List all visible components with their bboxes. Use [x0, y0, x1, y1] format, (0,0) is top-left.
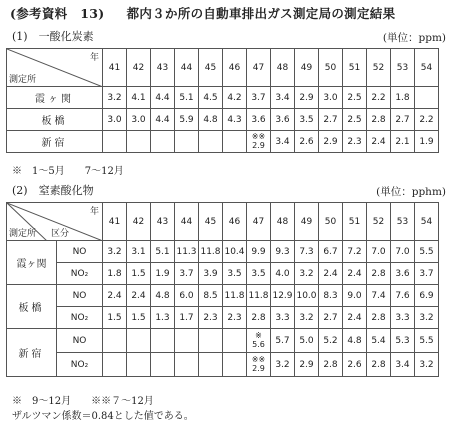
section2-heading: (2) 窒素酸化物 — [12, 184, 94, 197]
data-cell — [223, 131, 247, 153]
data-cell: 2.7 — [391, 109, 415, 131]
pollutant-label: NO₂ — [57, 307, 103, 329]
data-cell: 5.1 — [175, 87, 199, 109]
data-cell — [199, 353, 223, 377]
year-header: 54 — [415, 203, 439, 241]
data-cell — [199, 329, 223, 353]
year-header: 46 — [223, 49, 247, 87]
corner-year-label: 年 — [89, 207, 99, 217]
station-name: 新宿 — [7, 131, 103, 153]
data-cell — [103, 329, 127, 353]
data-cell — [127, 329, 151, 353]
table-row — [7, 307, 439, 329]
data-cell: 2.6 — [295, 131, 319, 153]
data-cell: 5.1 — [151, 241, 175, 263]
data-cell: 2.7 — [319, 109, 343, 131]
data-cell — [199, 131, 223, 153]
table-row — [7, 263, 439, 285]
corner-year-label: 年 — [89, 53, 99, 63]
data-cell — [223, 329, 247, 353]
data-cell: 3.1 — [127, 241, 151, 263]
table-row — [7, 353, 439, 377]
year-header: 53 — [391, 203, 415, 241]
data-cell: 2.8 — [319, 353, 343, 377]
data-cell: 3.4 — [391, 353, 415, 377]
data-cell: 5.3 — [391, 329, 415, 353]
data-cell: 2.9 — [319, 131, 343, 153]
pollutant-label: NO₂ — [57, 353, 103, 377]
station-name: 板橋 — [7, 285, 57, 329]
data-cell: 3.2 — [295, 307, 319, 329]
data-cell: 3.9 — [199, 263, 223, 285]
note-mark: ※ — [255, 331, 262, 340]
data-cell: 1.5 — [127, 307, 151, 329]
data-cell: 2.6 — [343, 353, 367, 377]
data-cell: 1.8 — [103, 263, 127, 285]
reference-number: (参考資料 13) — [10, 6, 105, 21]
data-cell: 4.8 — [199, 109, 223, 131]
year-header: 41 — [103, 49, 127, 87]
year-header: 53 — [391, 49, 415, 87]
data-cell: 3.2 — [271, 353, 295, 377]
data-cell: 5.2 — [319, 329, 343, 353]
data-cell: 3.7 — [247, 87, 271, 109]
data-cell: 3.4 — [271, 131, 295, 153]
year-header: 42 — [127, 203, 151, 241]
data-cell — [175, 131, 199, 153]
data-cell: 1.9 — [415, 131, 439, 153]
section1-note: ※ 1～5月 7～12月 — [12, 166, 124, 177]
table-row — [7, 131, 439, 153]
year-header: 45 — [199, 49, 223, 87]
data-cell: 4.3 — [223, 109, 247, 131]
data-cell: 9.9 — [247, 241, 271, 263]
data-cell: 3.2 — [295, 263, 319, 285]
co-header-row — [7, 49, 439, 87]
table-row — [7, 241, 439, 263]
pollutant-label: NO — [57, 241, 103, 263]
data-cell: 2.4 — [127, 285, 151, 307]
data-cell: 4.4 — [151, 87, 175, 109]
data-cell: 5.0 — [295, 329, 319, 353]
data-cell: 1.9 — [151, 263, 175, 285]
year-header: 48 — [271, 203, 295, 241]
data-cell: 11.8 — [247, 285, 271, 307]
table-row — [7, 285, 439, 307]
year-header: 43 — [151, 203, 175, 241]
year-header: 51 — [343, 49, 367, 87]
data-cell: 4.8 — [151, 285, 175, 307]
year-header: 42 — [127, 49, 151, 87]
marked-data-cell — [247, 131, 271, 153]
data-cell: 3.3 — [271, 307, 295, 329]
data-cell: 2.2 — [415, 109, 439, 131]
data-cell: 3.7 — [175, 263, 199, 285]
data-cell — [151, 131, 175, 153]
nox-header-row — [7, 203, 439, 241]
data-cell: 2.4 — [343, 307, 367, 329]
data-cell: 3.6 — [247, 109, 271, 131]
data-cell: 3.5 — [247, 263, 271, 285]
data-cell: 2.4 — [319, 263, 343, 285]
data-cell: 2.8 — [367, 353, 391, 377]
year-header: 50 — [319, 203, 343, 241]
year-header: 50 — [319, 49, 343, 87]
year-header: 47 — [247, 203, 271, 241]
data-cell — [103, 353, 127, 377]
data-cell: 3.3 — [391, 307, 415, 329]
data-cell: 2.7 — [319, 307, 343, 329]
table-row — [7, 329, 439, 353]
data-cell: 10.0 — [295, 285, 319, 307]
data-cell: 2.4 — [367, 131, 391, 153]
station-name: 霞ヶ関 — [7, 241, 57, 285]
data-cell: 7.0 — [391, 241, 415, 263]
section2-unit: (単位：pphm) — [376, 186, 446, 198]
year-header: 49 — [295, 203, 319, 241]
data-cell: 1.7 — [175, 307, 199, 329]
data-cell: 3.0 — [103, 109, 127, 131]
data-cell: 5.4 — [367, 329, 391, 353]
data-cell: 4.4 — [151, 109, 175, 131]
data-cell: 2.3 — [223, 307, 247, 329]
data-cell: 2.9 — [295, 87, 319, 109]
data-cell: 6.9 — [415, 285, 439, 307]
data-cell: 2.4 — [103, 285, 127, 307]
data-cell: 4.8 — [343, 329, 367, 353]
pollutant-label: NO — [57, 285, 103, 307]
data-cell: 11.8 — [223, 285, 247, 307]
data-cell: 12.9 — [271, 285, 295, 307]
station-name: 霞ヶ関 — [7, 87, 103, 109]
data-cell: 3.5 — [223, 263, 247, 285]
data-cell — [127, 353, 151, 377]
data-cell: 7.6 — [391, 285, 415, 307]
data-cell — [175, 329, 199, 353]
year-header: 48 — [271, 49, 295, 87]
year-header: 44 — [175, 203, 199, 241]
data-cell: 3.2 — [415, 353, 439, 377]
corner-station-label: 測定所 — [9, 75, 37, 85]
data-cell — [151, 353, 175, 377]
data-cell: 5.9 — [175, 109, 199, 131]
data-cell: 2.4 — [343, 263, 367, 285]
data-cell: 3.0 — [127, 109, 151, 131]
year-header: 41 — [103, 203, 127, 241]
data-cell: 6.7 — [319, 241, 343, 263]
data-cell: 2.3 — [343, 131, 367, 153]
note-mark: ※※ — [251, 355, 266, 364]
data-cell: 11.3 — [175, 241, 199, 263]
data-cell: 5.5 — [415, 241, 439, 263]
data-cell — [103, 131, 127, 153]
data-cell: 7.2 — [343, 241, 367, 263]
data-cell: 1.8 — [391, 87, 415, 109]
corner-category-label: 区分 — [51, 229, 70, 239]
document-title — [10, 4, 395, 22]
data-cell: 9.3 — [271, 241, 295, 263]
data-cell: 11.8 — [199, 241, 223, 263]
section2-note-months: ※ 9～12月 ※※７～12月 — [12, 396, 154, 407]
section1-heading: (1) 一酸化炭素 — [12, 30, 94, 43]
data-cell: 4.2 — [223, 87, 247, 109]
data-cell: 5.7 — [271, 329, 295, 353]
data-cell: 3.6 — [391, 263, 415, 285]
table-row — [7, 109, 439, 131]
co-table — [6, 48, 439, 153]
data-cell: 4.1 — [127, 87, 151, 109]
data-cell: 2.9 — [295, 353, 319, 377]
data-cell: 3.4 — [271, 87, 295, 109]
data-cell: 3.0 — [319, 87, 343, 109]
data-cell: 2.8 — [367, 263, 391, 285]
data-cell: 8.5 — [199, 285, 223, 307]
data-cell: 3.2 — [415, 307, 439, 329]
station-name: 新宿 — [7, 329, 57, 377]
data-cell — [415, 87, 439, 109]
title-text: 都内３か所の自動車排出ガス測定局の測定結果 — [126, 6, 396, 21]
section2-note-coefficient: ザルツマン係数＝0.84とした値である。 — [12, 411, 194, 422]
data-cell: 7.3 — [295, 241, 319, 263]
data-cell — [223, 353, 247, 377]
year-header: 44 — [175, 49, 199, 87]
marked-data-cell — [247, 329, 271, 353]
year-header: 51 — [343, 203, 367, 241]
data-cell: 4.0 — [271, 263, 295, 285]
data-cell: 10.4 — [223, 241, 247, 263]
data-cell: 7.0 — [367, 241, 391, 263]
data-cell: 2.1 — [391, 131, 415, 153]
data-cell: 5.5 — [415, 329, 439, 353]
table-row — [7, 87, 439, 109]
data-cell — [151, 329, 175, 353]
data-cell: 6.0 — [175, 285, 199, 307]
pollutant-label: NO — [57, 329, 103, 353]
year-header: 52 — [367, 49, 391, 87]
year-header: 43 — [151, 49, 175, 87]
data-cell: 4.5 — [199, 87, 223, 109]
data-cell: 9.0 — [343, 285, 367, 307]
year-header: 46 — [223, 203, 247, 241]
note-mark: ※※ — [251, 132, 266, 141]
data-cell: 2.8 — [367, 109, 391, 131]
data-cell: 2.2 — [367, 87, 391, 109]
data-cell: 7.4 — [367, 285, 391, 307]
pollutant-label: NO₂ — [57, 263, 103, 285]
data-cell: 1.5 — [127, 263, 151, 285]
data-cell: 2.8 — [247, 307, 271, 329]
section1-unit: (単位：ppm) — [382, 32, 446, 44]
data-cell: 3.5 — [295, 109, 319, 131]
marked-value: 2.9 — [252, 140, 265, 150]
nox-table — [6, 202, 439, 377]
year-header: 45 — [199, 203, 223, 241]
data-cell: 2.8 — [367, 307, 391, 329]
data-cell: 3.7 — [415, 263, 439, 285]
data-cell: 2.5 — [343, 109, 367, 131]
nox-corner-cell — [7, 203, 103, 241]
data-cell: 3.6 — [271, 109, 295, 131]
data-cell: 3.2 — [103, 241, 127, 263]
station-name: 板橋 — [7, 109, 103, 131]
marked-value: 2.9 — [252, 363, 265, 373]
co-corner-cell — [7, 49, 103, 87]
corner-station-label: 測定所 — [9, 229, 37, 239]
year-header: 49 — [295, 49, 319, 87]
data-cell: 2.3 — [199, 307, 223, 329]
marked-data-cell — [247, 353, 271, 377]
data-cell: 1.3 — [151, 307, 175, 329]
data-cell: 8.3 — [319, 285, 343, 307]
data-cell: 3.2 — [103, 87, 127, 109]
year-header: 47 — [247, 49, 271, 87]
data-cell — [175, 353, 199, 377]
marked-value: 5.6 — [252, 339, 265, 349]
year-header: 54 — [415, 49, 439, 87]
data-cell — [127, 131, 151, 153]
year-header: 52 — [367, 203, 391, 241]
data-cell: 2.5 — [343, 87, 367, 109]
data-cell: 1.5 — [103, 307, 127, 329]
